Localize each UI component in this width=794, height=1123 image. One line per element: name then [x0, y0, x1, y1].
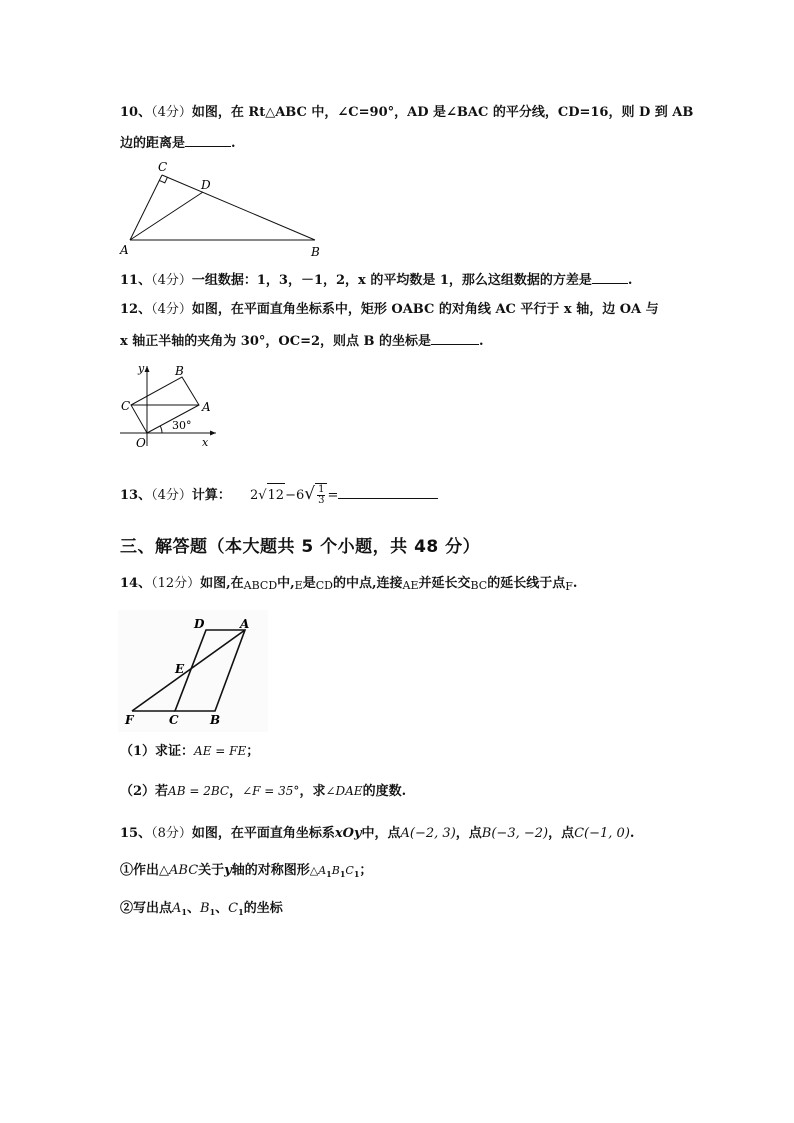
q12-label-c: C: [121, 399, 131, 413]
q15-point-c: C(−1, 0): [574, 826, 630, 841]
q10-number: 10、: [120, 105, 152, 120]
q14-math-bc: BC: [470, 579, 488, 592]
q13-radical-sign-2: √: [304, 484, 316, 504]
q15-number: 15、: [120, 826, 152, 841]
q14-label-b: B: [210, 713, 221, 727]
q10-label-d: D: [201, 178, 211, 192]
q12-x-axis-arrow: [210, 431, 216, 436]
q12-y-axis-arrow: [145, 366, 150, 372]
q15-math-xoy: xOy: [334, 826, 362, 841]
q15-part-1-text-2: 关于: [198, 863, 225, 878]
q15-point-b: B(−3, −2): [481, 826, 549, 841]
q15-part-2: [120, 900, 283, 921]
q14-text-1: 如图,在: [200, 576, 244, 591]
q13-fraction-num: 1: [318, 484, 325, 495]
q15-part-2-c1: C: [228, 901, 239, 916]
q12-text-2: x 轴正半轴的夹角为 30°，OC=2，则点 B 的坐标是: [120, 334, 432, 349]
q12-label-y: y: [138, 362, 145, 375]
q15-part-2-text-1: ②写出点: [120, 901, 173, 916]
q14-text-2: 中,: [277, 576, 295, 591]
q12-label-angle: 30°: [172, 419, 192, 432]
q13-number: 13、: [120, 488, 152, 503]
q15-part-2-text-2: 的坐标: [243, 901, 283, 916]
q15-part-1-c1: C: [345, 864, 354, 877]
q13-score: （4分）: [151, 488, 192, 503]
q14-math-e: E: [294, 579, 303, 592]
q14-part-2: [120, 782, 406, 801]
q14-text-4: 的中点,连接: [332, 576, 403, 591]
q11-number: 11、: [120, 273, 152, 288]
q14-score: （12分）: [151, 576, 201, 591]
q12-score: （4分）: [151, 302, 192, 317]
q14-part-2-label: （2）若: [120, 784, 169, 799]
q13-fraction-den: 3: [318, 495, 325, 506]
q15-part-1-c1-sub: 1: [353, 869, 360, 879]
q15-part-1-b1: B: [331, 864, 340, 877]
q10-triangle-figure: [115, 158, 325, 260]
q15-part-2-b1-sub: 1: [209, 907, 216, 917]
q10-label-c: C: [158, 160, 168, 174]
q14-part-2-math-1: AB = 2BC: [168, 784, 230, 798]
q14-label-e: E: [175, 662, 185, 676]
q12-label-a: A: [202, 400, 211, 414]
q13-minus-six: −6: [285, 488, 305, 503]
q15-part-2-sep-1: 、: [186, 901, 200, 916]
q15-text-3: ，点: [455, 826, 482, 841]
q11-score: （4分）: [151, 273, 192, 288]
q11-answer-blank[interactable]: [592, 271, 628, 284]
q12-answer-blank[interactable]: [431, 332, 479, 345]
q15-part-2-a1-sub: 1: [181, 907, 187, 917]
q12-end: .: [479, 334, 484, 349]
q10-text-1: 如图，在 Rt△ABC 中，∠C=90°，AD 是∠BAC 的平分线，CD=16，则 D 到 AB: [191, 105, 694, 120]
q12-label-o: O: [136, 436, 146, 450]
q14-math-cd: CD: [315, 579, 333, 592]
q14-text-6: 的延长线于点: [487, 576, 566, 591]
q15-part-1-text-1: ①作出: [120, 863, 160, 878]
q14-part-1-math: AE = FE: [194, 744, 247, 758]
q15-part-1-text-4: ；: [359, 863, 373, 878]
q15-part-1-a1: △A: [309, 864, 327, 877]
q14-label-c: C: [169, 713, 179, 727]
q10-answer-blank[interactable]: [185, 134, 231, 147]
q14-part-2-math-2: ∠F = 35°: [242, 784, 300, 798]
q14-math-abcd: ABCD: [243, 579, 278, 592]
q13-coef: 2: [249, 488, 259, 503]
q14-label-d: D: [194, 617, 205, 631]
q10-end: .: [231, 136, 236, 151]
q11-end: .: [627, 273, 633, 288]
q15-part-2-a1: A: [172, 901, 182, 916]
q14-part-2-math-3: ∠DAE: [325, 784, 363, 798]
q14-label-f: F: [125, 713, 134, 727]
q13-answer-blank[interactable]: [338, 486, 438, 499]
q15-text-2: 中，点: [361, 826, 401, 841]
q14-math-f: F: [565, 580, 573, 593]
q10-label-b: B: [311, 245, 320, 259]
q15-text-5: .: [629, 826, 635, 841]
q13-line: [120, 482, 438, 508]
q12-angle-arc: [160, 426, 162, 433]
q14-part-1-end: ；: [246, 744, 260, 759]
q12-number: 12、: [120, 302, 152, 317]
q14-part-1-label: （1）求证：: [120, 744, 195, 759]
q14-number: 14、: [120, 576, 152, 591]
q12-line-2: [120, 332, 484, 351]
q12-label-x: x: [202, 436, 209, 449]
q14-text-5: 并延长交: [418, 576, 471, 591]
q15-line: [120, 825, 634, 843]
q15-part-2-c1-sub: 1: [238, 907, 244, 917]
q10-side-cb: [162, 175, 315, 240]
q15-score: （8分）: [151, 826, 192, 841]
q15-part-1-text-3: 轴的对称图形: [231, 863, 310, 878]
q14-part-2-text-2: ，求: [299, 784, 326, 799]
q15-point-a: A(−2, 3): [400, 826, 456, 841]
q11-line: [120, 271, 632, 290]
q15-part-2-sep-2: 、: [215, 901, 229, 916]
q14-line: [120, 575, 577, 596]
q14-math-ae: AE: [402, 579, 419, 592]
q14-part-2-text-3: 的度数.: [362, 784, 407, 799]
q10-score: （4分）: [151, 105, 192, 120]
q11-text: 一组数据：1，3，－1，2，x 的平均数是 1，那么这组数据的方差是: [191, 273, 592, 288]
q13-radicand-1: 12: [267, 483, 286, 508]
q10-line-1: [120, 104, 693, 122]
q12-rectangle-figure: [118, 362, 223, 452]
q13-label: 计算：: [191, 488, 231, 503]
q10-side-ca: [130, 175, 162, 240]
section-3-title: 三、解答题（本大题共 5 个小题，共 48 分）: [120, 537, 481, 557]
q15-part-2-b1: B: [200, 901, 210, 916]
q13-radicand-2: [315, 483, 327, 508]
q13-fraction: [317, 485, 325, 506]
q14-parallelogram-figure: [118, 610, 268, 732]
q12-text-1: 如图，在平面直角坐标系中，矩形 OABC 的对角线 AC 平行于 x 轴，边 OA 与: [191, 302, 659, 317]
q14-text-3: 是: [302, 576, 316, 591]
q15-part-1-y: y: [224, 863, 232, 878]
q10-label-a: A: [120, 243, 129, 257]
q12-label-b: B: [175, 364, 184, 378]
q13-radical-sign-1: √: [258, 488, 267, 503]
q10-text-2: 边的距离是: [120, 136, 186, 151]
q14-part-1: [120, 742, 259, 761]
q13-equals: =: [327, 488, 339, 503]
q15-part-1-b1-sub: 1: [339, 869, 346, 879]
q15-part-1-a1-sub: 1: [326, 869, 332, 879]
q10-bisector-ad: [130, 192, 203, 240]
q15-part-1-triangle: △ABC: [159, 863, 199, 878]
q12-line-1: [120, 301, 659, 319]
q14-label-a: A: [240, 617, 250, 631]
q10-line-2: [120, 134, 236, 153]
q15-text-4: ，点: [548, 826, 575, 841]
q14-part-2-text-1: ，: [229, 784, 243, 799]
q15-text-1: 如图，在平面直角坐标系: [191, 826, 335, 841]
q14-text-7: .: [572, 576, 578, 591]
q15-part-1: [120, 862, 372, 883]
